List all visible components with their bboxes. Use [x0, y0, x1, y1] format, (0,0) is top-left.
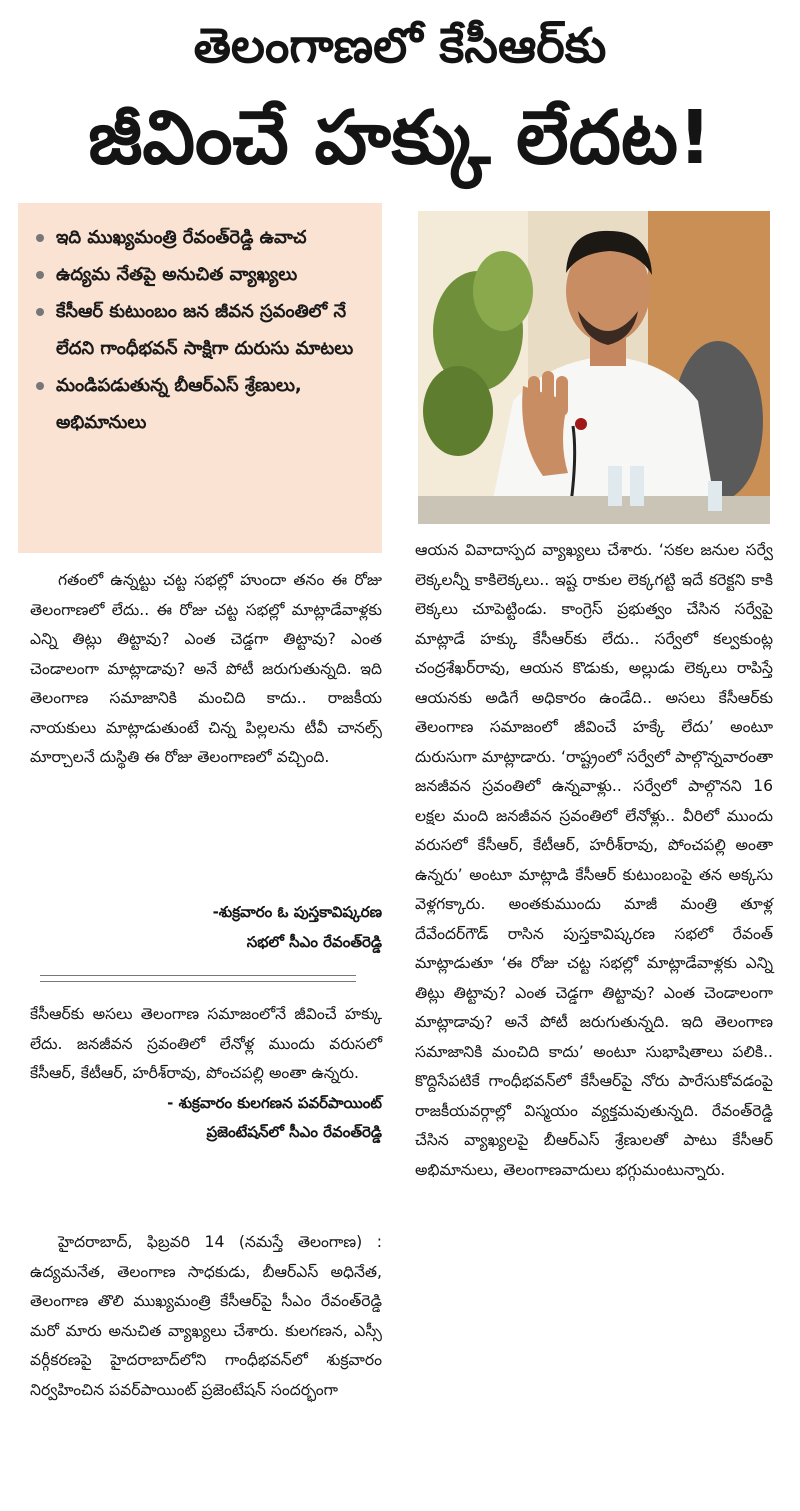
quote-1-text: గతంలో ఉన్నట్టు చట్ట సభల్లో హుందా తనం ఈ రోజు తెలంగాణలో లేదు.. ఈ రోజు చట్ట సభల్లో మాట్లాడేవాళ్లకు ఎన్ని తిట్లు తిట్టావు? ఎంత చెడ్డగా తిట్టావు? ఎంత చెండాలంగా మాట్లాడావు? అనే పోటీ జరుగుతున్నది. ఇది తెలంగాణ సమాజానికి మంచిది కాదు.. రాజకీయ నాయకులు మాట్లాడుతుంటే చిన్న పిల్లలను టీవీ చానల్స్ మార్చాలనే దుస్థితి ఈ రోజు తెలంగాణలో వచ్చింది.: [30, 571, 382, 766]
headline-line-2: జీవించే హక్కు లేదట!: [88, 95, 712, 181]
highlight-item: ఉద్యమ నేతపై అనుచిత వ్యాఖ్యలు: [34, 256, 374, 293]
portrait-image: [418, 211, 770, 524]
highlight-item: కేసీఆర్ కుటుంబం జన జీవన స్రవంతిలో నే లేదని గాంధీభవన్ సాక్షిగా దురుసు మాటలు: [34, 293, 374, 367]
article-body-right: [415, 536, 773, 1185]
quote-1-attribution: [30, 898, 382, 957]
headline-line-1: తెలంగాణలో కేసీఆర్‌కు: [193, 18, 607, 74]
dateline-paragraph: హైదరాబాద్, ఫిబ్రవరి 14 (నమస్తే తెలంగాణ) : ఉద్యమనేత, తెలంగాణ సాధకుడు, బీఆర్‌ఎస్ అధినేత, తెలంగాణ తొలి ముఖ్యమంత్రి కేసీఆర్‌పై సీఎం రేవంత్‌రెడ్డి మరో మారు అనుచిత వ్యాఖ్యలు చేశారు. కులగణన, ఎస్సీ వర్గీకరణపై హైదరాబాద్‌లోని గాంధీభవన్‌లో శుక్రవారం నిర్వహించిన పవర్‌పాయింట్ ప్రజెంటేషన్ సందర్భంగా: [30, 1233, 382, 1399]
quote-block-1: [30, 566, 382, 773]
article-paragraph: ఆయన వివాదాస్పద వ్యాఖ్యలు చేశారు. ‘సకల జనుల సర్వే లెక్కలన్నీ కాకిలెక్కలు.. ఇష్ట రాకుల లెక్కగట్టి ఇదే కరెక్టని కాకి లెక్కలు చూపెట్టిండు. కాంగ్రెస్ ప్రభుత్వం చేసిన సర్వేపై మాట్లాడే హక్కు కేసీఆర్‌కు లేదు.. సర్వేలో కల్వకుంట్ల చంద్రశేఖర్‌రావు, ఆయన కొడుకు, అల్లుడు లెక్కలు రాపిస్తే ఆయనకు అడిగే అధికారం ఉండేది.. అసలు కేసీఆర్‌కు తెలంగాణ సమాజంలో జీవించే హక్కే లేదు’ అంటూ దురుసుగా మాట్లాడారు. ‘రాష్ట్రంలో సర్వేలో పాల్గొన్నవారంతా జనజీవన స్రవంతిలో ఉన్నవాళ్లు.. సర్వేలో పాల్గొనని 16 లక్షల మంది జనజీవన స్రవంతిలో లేనోళ్లు.. వీరిలో ముందు వరుసలో కేసీఆర్, కేటీఆర్, హరీశ్‌రావు, పోంచపల్లి అంతా ఉన్నరు’ అంటూ మాట్లాడి కేసీఆర్ కుటుంబంపై తన అక్కసు వెళ్లగక్కారు. అంతకుముందు మాజీ మంత్రి తూళ్ల దేవేందర్‌గౌడ్ రాసిన పుస్తకావిష్కరణ సభలో రేవంత్ మాట్లాడుతూ ‘ఈ రోజు చట్ట సభల్లో మాట్లాడేవాళ్లకు ఎన్ని తిట్లు తిట్టావు? ఎంత చెడ్డగా తిట్టావు? ఎంత చెండాలంగా మాట్లాడావు? అనే పోటీ జరుగుతున్నది. ఇది తెలంగాణ సమాజానికి మంచిది కాదు’ అంటూ సుభాషితాలు పలికి.. కొద్దిసేపటికే గాంధీభవన్‌లో కేసీఆర్‌పై నోరు పారేసుకోవడంపై రాజకీయవర్గాల్లో విస్మయం వ్యక్తమవుతున్నది. రేవంత్‌రెడ్డి చేసిన వ్యాఖ్యలపై బీఆర్‌ఎస్ శ్రేణులతో పాటు కేసీఆర్ అభిమానులు, తెలంగాణవాదులు భగ్గుమంటున్నారు.: [415, 541, 773, 1179]
quote-2-text: కేసీఆర్‌కు అసలు తెలంగాణ సమాజంలోనే జీవించే హక్కు లేదు. జనజీవన స్రవంతిలో లేనోళ్ల ముందు వరుసలో కేసీఆర్, కేటీఆర్, హరీశ్‌రావు, పోంచపల్లి అంతా ఉన్నరు.: [30, 1005, 382, 1082]
divider: [40, 975, 356, 976]
quote-block-2: [30, 1000, 382, 1148]
highlight-item: ఇది ముఖ్యమంత్రి రేవంత్‌రెడ్డి ఉవాచ: [34, 219, 374, 256]
divider: [40, 981, 356, 982]
bullet-dot-icon: [36, 308, 44, 316]
highlights-box: [18, 203, 382, 553]
bullet-dot-icon: [36, 234, 44, 242]
quote-2-attribution-line-2: ప్రజెంటేషన్‌లో సీఎం రేవంత్‌రెడ్డి: [206, 1123, 382, 1141]
bullet-dot-icon: [36, 382, 44, 390]
quote-2-attribution-line-1: - శుక్రవారం కులగణన పవర్‌పాయింట్: [167, 1093, 382, 1112]
quote-1-attribution-line-1: -శుక్రవారం ఓ పుస్తకావిష్కరణ: [212, 903, 382, 921]
news-photo: [418, 211, 770, 524]
quote-1-attribution-line-2: సభలో సీఎం రేవంత్‌రెడ్డి: [246, 932, 382, 951]
highlight-item: మండిపడుతున్న బీఆర్‌ఎస్ శ్రేణులు, అభిమానులు: [34, 367, 374, 441]
bullet-dot-icon: [36, 271, 44, 279]
article-body-left: [30, 1228, 382, 1405]
